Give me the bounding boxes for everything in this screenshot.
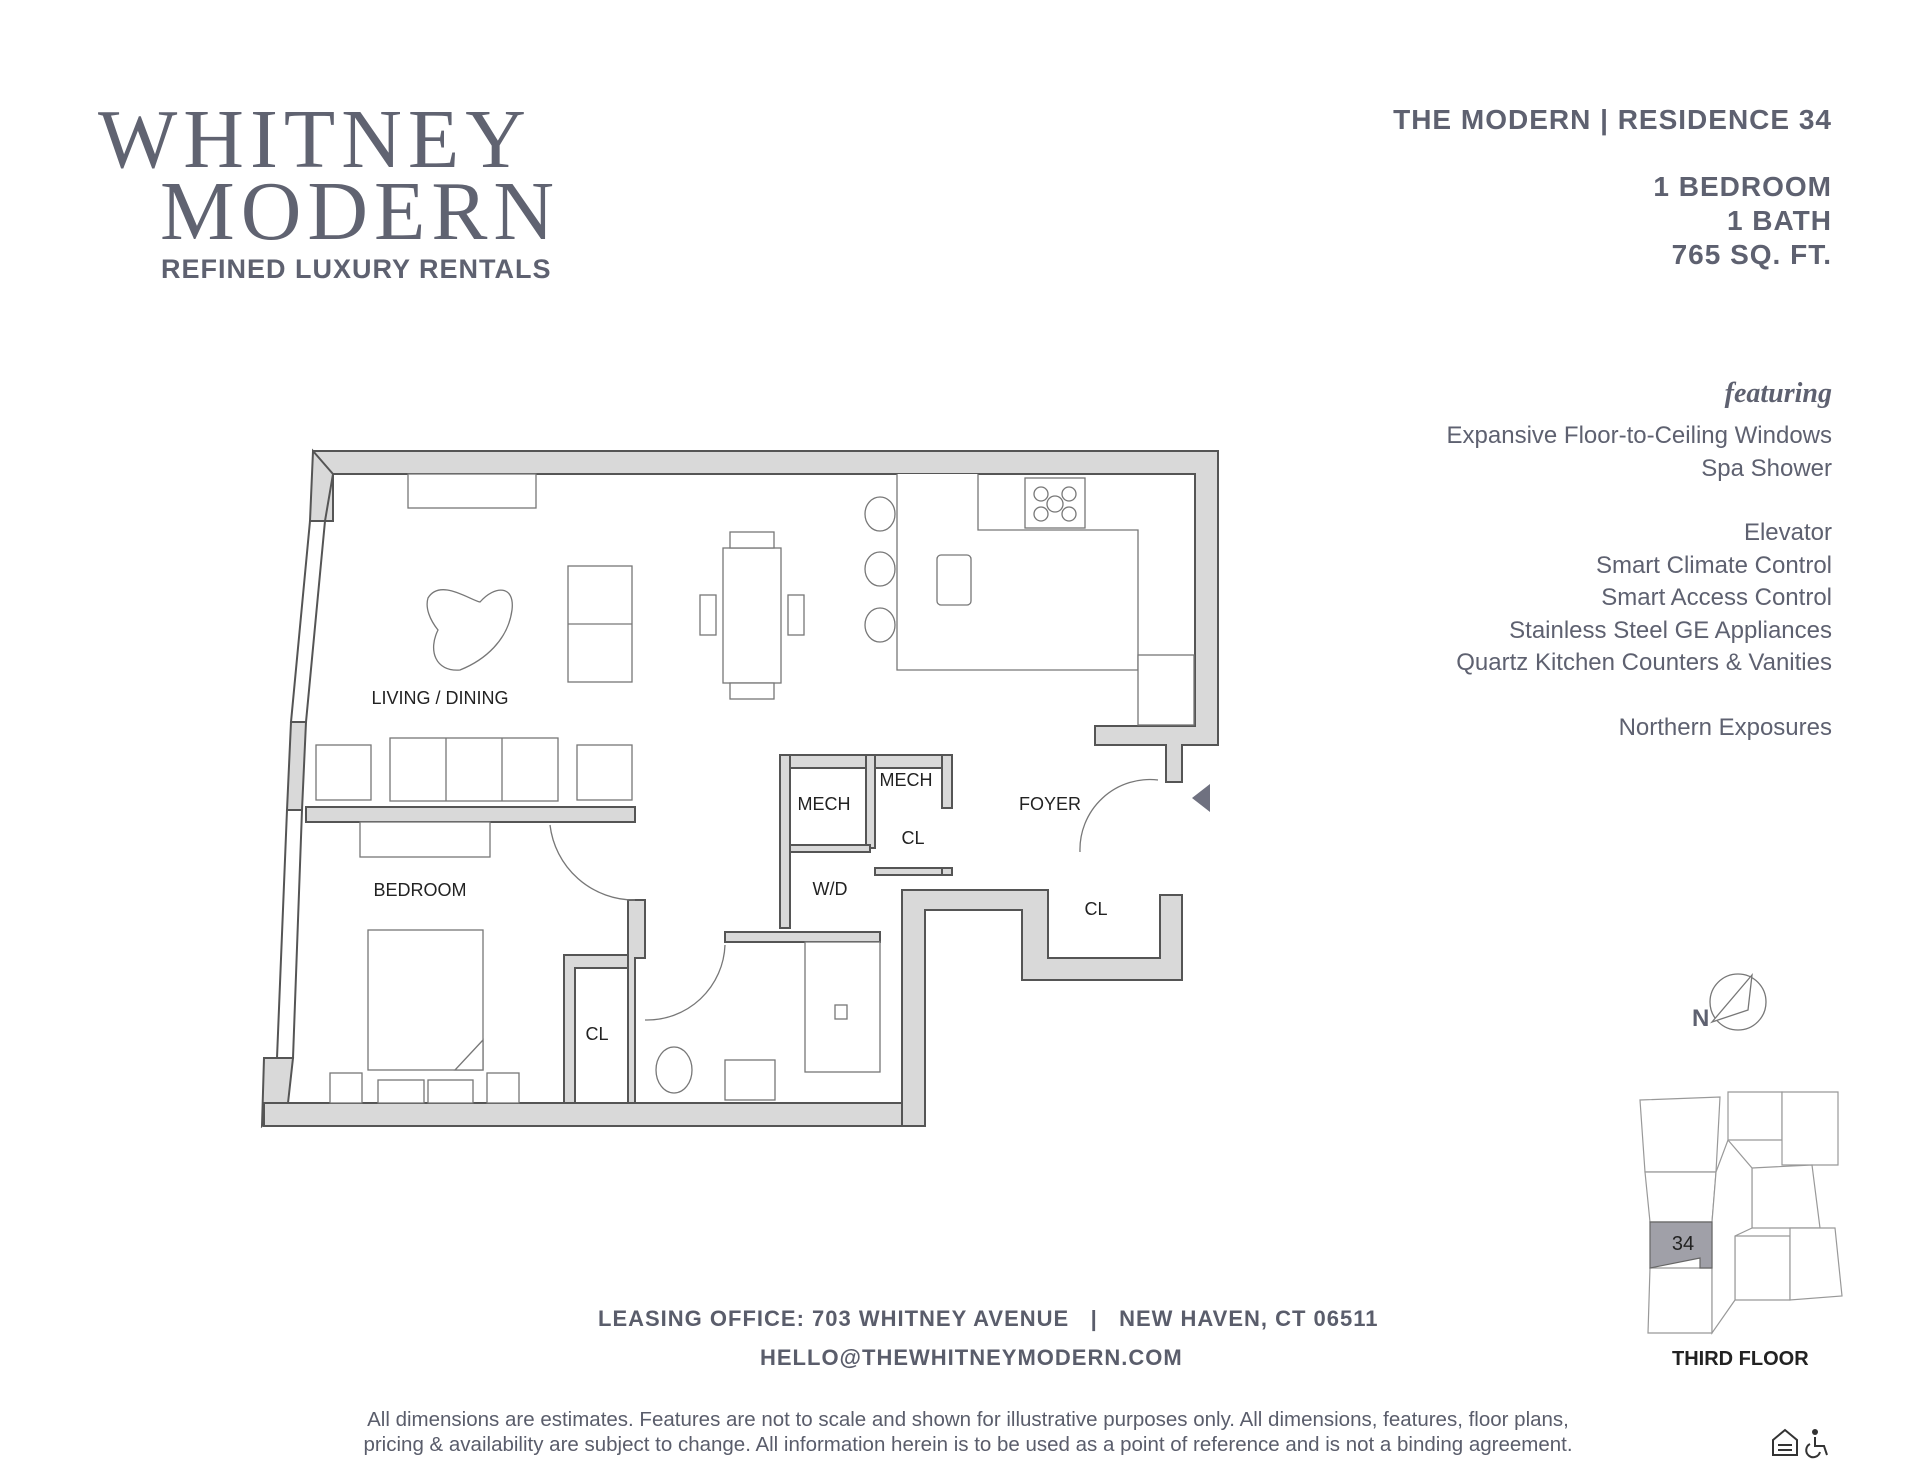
side-table-right <box>577 745 632 800</box>
feature-item: Quartz Kitchen Counters & Vanities <box>1456 649 1832 676</box>
shower-head <box>835 1005 847 1019</box>
wall-west-mid <box>287 722 306 810</box>
feature-item: Spa Shower <box>1701 454 1832 482</box>
keyplan-unit <box>1752 1165 1820 1228</box>
room-label-foyer: FOYER <box>1018 794 1082 814</box>
logo-tagline: REFINED LUXURY RENTALS <box>161 254 552 284</box>
toilet <box>656 1047 692 1093</box>
dining-chair-east <box>788 595 804 635</box>
contact-email[interactable]: HELLO@THEWHITNEYMODERN.COM <box>760 1345 1183 1370</box>
feature-item: Northern Exposures <box>1618 713 1832 741</box>
wall-mech-mid <box>866 755 875 848</box>
side-table-left <box>316 745 371 800</box>
vanity-sink <box>725 1060 775 1100</box>
feature-item: Smart Access Control <box>1601 584 1832 611</box>
leasing-office: LEASING OFFICE: 703 WHITNEY AVENUE | NEW HAVEN, CT 06511 <box>598 1306 1379 1331</box>
bar-stool-2 <box>865 552 895 586</box>
nightstand <box>487 1073 519 1103</box>
features-heading: featuring <box>1724 378 1832 409</box>
burner <box>1062 507 1076 521</box>
keyplan-unit <box>1790 1228 1842 1300</box>
room-label-wd: W/D <box>812 879 848 899</box>
burner <box>1047 496 1063 512</box>
bed <box>368 930 483 1070</box>
keyplan-unit <box>1782 1092 1838 1165</box>
keyplan-unit <box>1648 1268 1712 1333</box>
kitchen-island <box>897 474 1138 670</box>
dining-chair-north <box>730 532 774 548</box>
bath-door-arc <box>645 945 725 1020</box>
wall-wd-north <box>790 845 870 852</box>
refrigerator <box>1138 655 1194 725</box>
keyplan-unit <box>1640 1097 1720 1172</box>
residence-title: THE MODERN | RESIDENCE 34 <box>1393 104 1832 135</box>
accessibility-icon-head <box>1812 1429 1818 1435</box>
feature-item: Smart Climate Control <box>1595 551 1832 579</box>
square-footage: 765 SQ. FT. <box>1671 239 1832 270</box>
wall-east-lower <box>902 890 1182 1126</box>
dining-chair-west <box>700 595 716 635</box>
bedroom-count: 1 BEDROOM <box>1653 171 1832 202</box>
feature-item: Expansive Floor-to-Ceiling Windows <box>1446 422 1832 449</box>
wall-mech-east <box>942 755 952 808</box>
leasing-address: 703 WHITNEY AVENUE <box>812 1306 1070 1331</box>
kitchen-sink <box>937 555 971 605</box>
bath-count: 1 BATH <box>1726 205 1832 236</box>
wall-mech-west <box>780 755 790 928</box>
logo-line-modern: MODERN <box>160 165 561 258</box>
burner <box>1034 487 1048 501</box>
keyplan <box>1640 1092 1842 1333</box>
wall-bedroom-east <box>628 900 645 1103</box>
keyplan-unit <box>1728 1092 1782 1140</box>
wall-partition-bedroom <box>306 807 635 822</box>
bar-stool-1 <box>865 497 895 531</box>
dining-table <box>723 548 781 683</box>
dining-chair-south <box>730 683 774 699</box>
wall-cl-south <box>875 868 948 875</box>
room-label-closet: CL <box>901 828 925 848</box>
tv-console <box>408 474 536 508</box>
equal-housing-icon <box>1773 1430 1797 1455</box>
keyplan-floor-label: THIRD FLOOR <box>1672 1348 1809 1370</box>
bench <box>378 1080 424 1103</box>
room-label-bedroom: BEDROOM <box>373 880 467 900</box>
disclaimer-line: All dimensions are estimates. Features are not to scale and shown for illustrative purposes only. All dimensions, features, floor plans, <box>367 1408 1569 1431</box>
window-west-1 <box>291 521 325 722</box>
entry-arrow-icon <box>1192 784 1210 812</box>
room-label-closet-bedroom: CL <box>585 1024 609 1044</box>
leasing-label: LEASING OFFICE <box>598 1306 797 1331</box>
bench <box>428 1080 473 1103</box>
room-label-living: LIVING / DINING <box>371 688 509 708</box>
leasing-city: NEW HAVEN, CT 06511 <box>1119 1306 1379 1331</box>
feature-item: Stainless Steel GE Appliances <box>1509 616 1832 644</box>
keyplan-unit-label: 34 <box>1671 1233 1695 1255</box>
bar-stool-3 <box>865 608 895 642</box>
nightstand <box>330 1073 362 1103</box>
wall-cl-corner <box>942 868 952 875</box>
sofa <box>390 738 558 801</box>
room-label-closet-foyer: CL <box>1084 899 1108 919</box>
dresser <box>360 822 490 857</box>
wall-bath-north <box>725 932 880 942</box>
rug-shape <box>427 590 512 670</box>
accessibility-icon <box>1806 1437 1827 1457</box>
compass-label: N <box>1692 1005 1710 1032</box>
keyplan-unit <box>1735 1236 1790 1300</box>
logo-line-whitney: WHITNEY <box>98 93 532 186</box>
entry-door-arc <box>1080 780 1158 852</box>
feature-item: Elevator <box>1743 519 1832 546</box>
housing-icons <box>1773 1429 1827 1457</box>
keyplan-unit <box>1645 1172 1716 1222</box>
bedroom-door-arc <box>550 825 635 900</box>
wall-south <box>264 1103 902 1126</box>
compass <box>1692 974 1766 1032</box>
disclaimer <box>288 1407 1648 1457</box>
room-label-mech-small: MECH <box>879 770 933 790</box>
window-west-2 <box>277 810 302 1058</box>
disclaimer-line: pricing & availability are subject to change. All information herein is to be used as a point of reference and is not a binding agreement. <box>363 1433 1573 1456</box>
burner <box>1062 487 1076 501</box>
burner <box>1034 507 1048 521</box>
room-label-mech: MECH <box>797 794 851 814</box>
